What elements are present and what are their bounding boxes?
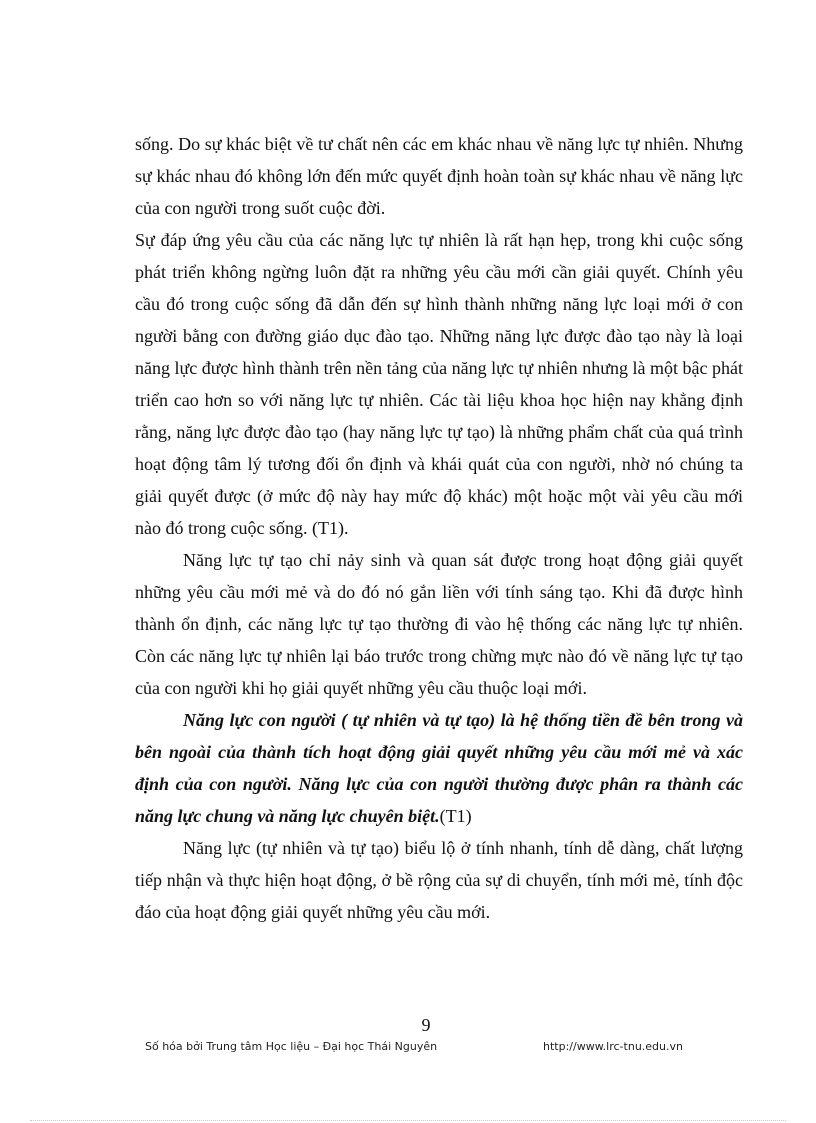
- paragraph-2: Sự đáp ứng yêu cầu của các năng lực tự nhiên là rất hạn hẹp, trong khi cuộc sống phát triển không ngừng luôn đặt ra những yêu cầu mới cần giải quyết. Chính yêu cầu đó trong cuộc sống đã dẫn đến sự hình thành những năng lực loại mới ở con người bằng con đường giáo dục đào tạo. Những năng lực được đào tạo này là loại năng lực được hình thành trên nền tảng của năng lực tự nhiên nhưng là một bậc phát triển cao hơn so với năng lực tự nhiên. Các tài liệu khoa học hiện nay khẳng định rằng, năng lực được đào tạo (hay năng lực tự tạo) là những phẩm chất của quá trình hoạt động tâm lý tương đối ổn định và khái quát của con người, nhờ nó chúng ta giải quyết được (ở mức độ này hay mức độ khác) một hoặc một vài yêu cầu mới nào đó trong cuộc sống. (T1).: [135, 230, 743, 538]
- paragraph-5: Năng lực (tự nhiên và tự tạo) biểu lộ ở tính nhanh, tính dễ dàng, chất lượng tiếp nhận và thực hiện hoạt động, ở bề rộng của sự di chuyển, tính mới mẻ, tính độc đáo của hoạt động giải quyết những yêu cầu mới.: [135, 838, 743, 922]
- footer-source: Số hóa bởi Trung tâm Học liệu – Đại học Thái Nguyên: [145, 1040, 438, 1053]
- paragraph-1: sống. Do sự khác biệt về tư chất nên các em khác nhau về năng lực tự nhiên. Nhưng sự khác nhau đó không lớn đến mức quyết định hoàn toàn sự khác nhau về năng lực của con người trong suốt cuộc đời.: [135, 134, 743, 218]
- paragraph-4: [135, 704, 743, 832]
- emphasis-text: Năng lực con người ( tự nhiên và tự tạo) là hệ thống tiền đề bên trong và bên ngoài của thành tích hoạt động giải quyết những yêu cầu mới mẻ và xác định của con người. Năng lực của con người thường được phân ra thành các năng lực chung và năng lực chuyên biệt.: [135, 710, 743, 826]
- paragraph-3: Năng lực tự tạo chỉ nảy sinh và quan sát được trong hoạt động giải quyết những yêu cầu mới mẻ và do đó nó gắn liền với tính sáng tạo. Khi đã được hình thành ổn định, các năng lực tự tạo thường đi vào hệ thống các năng lực tự nhiên. Còn các năng lực tự nhiên lại báo trước trong chừng mực nào đó về năng lực tự tạo của con người khi họ giải quyết những yêu cầu thuộc loại mới.: [135, 550, 743, 698]
- citation: (T1): [439, 806, 472, 826]
- bottom-divider: [30, 1120, 786, 1121]
- page-body: [135, 128, 743, 928]
- page-number: 9: [421, 1015, 431, 1035]
- footer-url: http://www.lrc-tnu.edu.vn: [543, 1040, 683, 1053]
